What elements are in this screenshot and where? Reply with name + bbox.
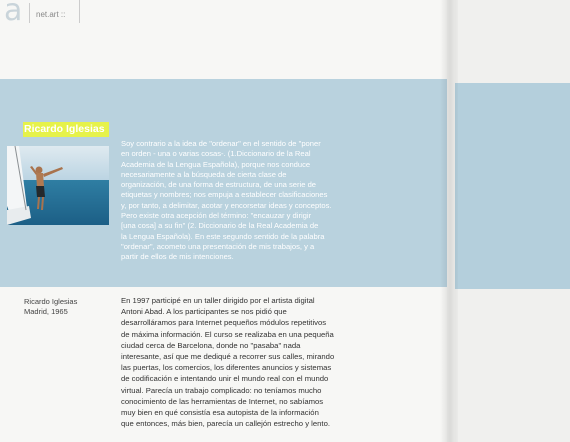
intro-line: la Lengua Española). En este segundo sentido de la palabra	[121, 231, 325, 241]
body-line: Antoni Abad. A los participantes se nos pidió que	[121, 307, 287, 317]
intro-line: [una cosa] a su fin" (2. Diccionario de la Real Academia de	[121, 221, 319, 231]
body-line: ciudad cerca de Barcelona, donde no "pasaba" nada	[121, 340, 301, 350]
intro-line: organización, de una forma de estructura, de una serie de	[121, 180, 317, 190]
intro-line: Pero existe otra acepción del término: "encauzar y dirigir	[121, 211, 312, 221]
body-line: virtual. Parecía un trabajo complicado: no teníamos mucho	[121, 385, 322, 395]
artist-name: Ricardo Iglesias	[23, 122, 109, 137]
body-line: las puertas, los comercios, los diferentes anuncios y sistemas	[121, 363, 332, 373]
intro-line: partir de ellos de mis intenciones.	[121, 252, 234, 262]
body-line: de máxima información. El curso se realizaba en una pequeña	[121, 329, 334, 339]
body-line: En 1997 participé en un taller dirigido por el artista digital	[121, 296, 315, 305]
intro-line: Soy contrario a la idea de "ordenar" en el sentido de "poner	[121, 139, 321, 148]
body-line: de codificación e intentando unir el mundo real con el mundo	[121, 374, 329, 384]
intro-line: en orden - una o varias cosas-. (1.Diccionario de la Real	[121, 149, 311, 159]
intro-line: y, por tanto, a delimitar, acotar y encorsetar ideas y conceptos.	[121, 200, 332, 210]
artist-photo	[7, 146, 109, 225]
section-divider	[79, 0, 80, 23]
intro-line: "ordenar", acometo una presentación de mis trabajos, y a	[121, 241, 315, 251]
body-line: que entonces, más bien, parecía un callejón estrecho y lento.	[121, 419, 330, 429]
body-paragraph	[121, 295, 336, 429]
intro-line: Academia de la Lengua Española), porque nos conduce	[121, 159, 311, 169]
page-gutter	[440, 0, 458, 442]
section-label: net.art ::	[36, 10, 66, 19]
intro-line: necesariamente a la búsqueda de cierta clase de	[121, 169, 287, 179]
body-line: muy bien en qué consistía esa autopista de la información	[121, 408, 319, 418]
body-line: interesante, así que me dediqué a recorrer sus calles, mirando	[121, 352, 335, 362]
body-line: conocimiento de las herramientas de Internet, no sabíamos	[121, 396, 324, 406]
photo-icon	[7, 146, 109, 225]
intro-line: etiquetas y nombres; nos empuja a establecer clasificaciones	[121, 190, 328, 200]
body-line: desarrolláramos para Internet pequeños módulos repetitivos	[121, 318, 327, 328]
section-letter: a	[4, 0, 23, 28]
intro-paragraph	[121, 139, 332, 263]
header-divider	[29, 3, 30, 23]
caption-line: Madrid, 1965	[24, 307, 68, 316]
blue-band-right	[455, 83, 570, 289]
photo-caption	[24, 297, 77, 317]
caption-line: Ricardo Iglesias	[24, 297, 78, 306]
